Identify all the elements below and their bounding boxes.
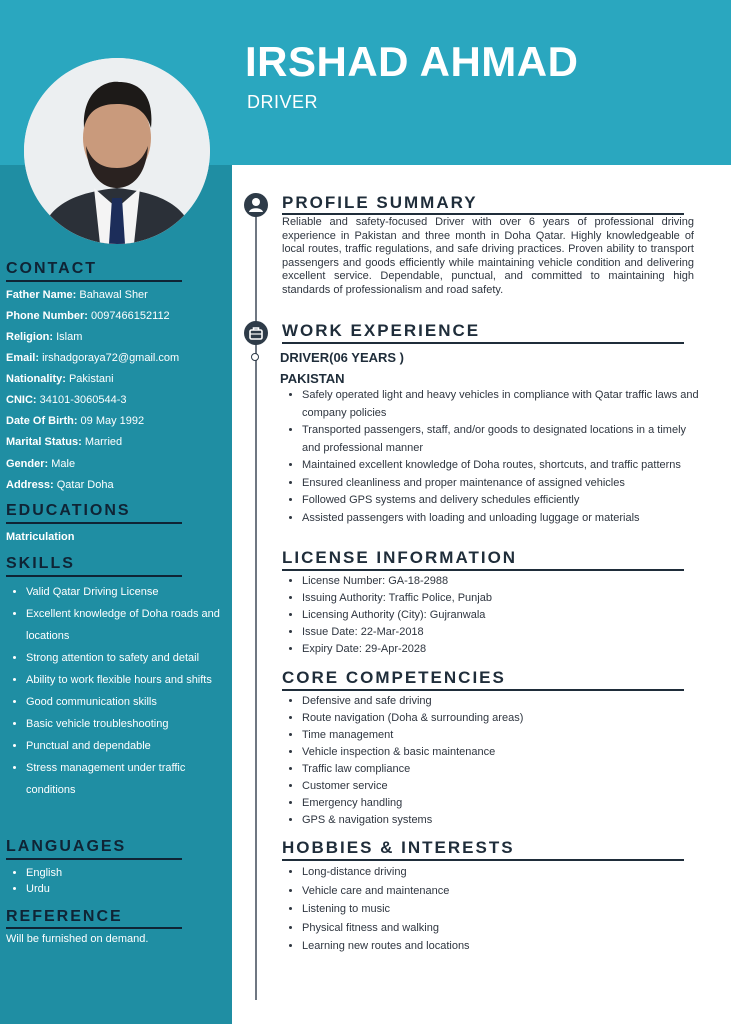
contact-email: Email: irshadgoraya72@gmail.com	[6, 352, 180, 364]
list-item: • Issue Date: 22-Mar-2018	[302, 624, 706, 641]
reference-heading: REFERENCE	[6, 908, 123, 925]
languages-rule	[6, 858, 182, 860]
contact-gender: Gender: Male	[6, 458, 76, 470]
list-item: • Route navigation (Doha & surrounding areas)	[302, 710, 706, 727]
list-item: • English	[26, 865, 226, 881]
list-item: • Time management	[302, 727, 706, 744]
list-item: • Traffic law compliance	[302, 761, 706, 778]
list-item: • Transported passengers, staff, and/or goods to designated locations in a timely and professional manner	[302, 422, 706, 457]
list-item: • Ability to work flexible hours and shifts	[26, 669, 226, 691]
list-item: • Expiry Date: 29-Apr-2028	[302, 641, 706, 658]
hobbies-heading: HOBBIES & INTERESTS	[282, 838, 515, 857]
list-item: • Vehicle inspection & basic maintenance	[302, 744, 706, 761]
person-photo-icon	[24, 58, 210, 244]
list-item: • Defensive and safe driving	[302, 693, 706, 710]
work-duties-list	[282, 387, 706, 527]
profile-photo	[24, 58, 210, 244]
profile-summary-text: Reliable and safety-focused Driver with over 6 years of professional driving experience in Pakistan and three month in Doha Qatar. Highly knowledgeable of local routes, traffic regulations, and safe driving practices. Proven ability to transport passengers and goods efficiently while maintaining vehicle condition and delivering excellent service. Dependable, punctual, and committed to maintaining high standards of professionalism and road safety.	[282, 216, 694, 296]
contact-heading: CONTACT	[6, 260, 98, 277]
timeline-marker	[251, 353, 259, 361]
list-item: • Stress management under traffic conditions	[26, 757, 226, 801]
list-item: • Learning new routes and locations	[302, 937, 706, 956]
list-item: • Valid Qatar Driving License	[26, 581, 226, 603]
list-item: • Emergency handling	[302, 795, 706, 812]
list-item: • Excellent knowledge of Doha roads and locations	[26, 603, 226, 647]
skills-rule	[6, 575, 182, 577]
contact-cnic: CNIC: 34101-3060544-3	[6, 394, 127, 406]
competencies-rule	[282, 689, 684, 691]
list-item: • Physical fitness and walking	[302, 919, 706, 938]
profile-summary-rule	[282, 213, 684, 215]
license-list	[282, 573, 706, 658]
list-item: • Safely operated light and heavy vehicles in compliance with Qatar traffic laws and company policies	[302, 387, 706, 422]
educations-rule	[6, 522, 182, 524]
reference-rule	[6, 927, 182, 929]
skills-heading: SKILLS	[6, 555, 75, 572]
contact-dob: Date Of Birth: 09 May 1992	[6, 415, 145, 427]
list-item: • Vehicle care and maintenance	[302, 882, 706, 901]
list-item: • Assisted passengers with loading and unloading luggage or materials	[302, 510, 706, 528]
languages-heading: LANGUAGES	[6, 838, 127, 855]
license-rule	[282, 569, 684, 571]
competencies-heading: CORE COMPETENCIES	[282, 668, 506, 687]
contact-marital-status: Marital Status: Married	[6, 436, 123, 448]
work-location: PAKISTAN	[280, 371, 345, 386]
list-item: • Good communication skills	[26, 691, 226, 713]
candidate-name: IRSHAD AHMAD	[245, 38, 579, 85]
profile-summary-heading: PROFILE SUMMARY	[282, 193, 478, 212]
hobbies-list	[282, 863, 706, 956]
work-experience-heading: WORK EXPERIENCE	[282, 321, 481, 340]
skills-list	[0, 581, 226, 801]
briefcase-icon	[244, 321, 268, 345]
user-icon	[244, 193, 268, 217]
education-value: Matriculation	[6, 531, 75, 543]
license-heading: LICENSE INFORMATION	[282, 548, 518, 567]
list-item: • Ensured cleanliness and proper maintenance of assigned vehicles	[302, 475, 706, 493]
reference-text: Will be furnished on demand.	[6, 933, 149, 945]
list-item: • Licensing Authority (City): Gujranwala	[302, 607, 706, 624]
contact-nationality: Nationality: Pakistani	[6, 373, 114, 385]
list-item: • Long-distance driving	[302, 863, 706, 882]
contact-address: Address: Qatar Doha	[6, 479, 114, 491]
list-item: • GPS & navigation systems	[302, 812, 706, 829]
list-item: • Punctual and dependable	[26, 735, 226, 757]
list-item: • Strong attention to safety and detail	[26, 647, 226, 669]
contact-rule	[6, 280, 182, 282]
list-item: • Followed GPS systems and delivery schedules efficiently	[302, 492, 706, 510]
candidate-role: DRIVER	[247, 92, 319, 112]
educations-heading: EDUCATIONS	[6, 502, 131, 519]
contact-father-name: Father Name: Bahawal Sher	[6, 289, 148, 301]
work-experience-rule	[282, 342, 684, 344]
hobbies-rule	[282, 859, 684, 861]
competencies-list	[282, 693, 706, 829]
contact-phone: Phone Number: 0097466152112	[6, 310, 170, 322]
list-item: • Listening to music	[302, 900, 706, 919]
list-item: • Maintained excellent knowledge of Doha routes, shortcuts, and traffic patterns	[302, 457, 706, 475]
list-item: • Customer service	[302, 778, 706, 795]
list-item: • Basic vehicle troubleshooting	[26, 713, 226, 735]
list-item: • Issuing Authority: Traffic Police, Punjab	[302, 590, 706, 607]
list-item: • Urdu	[26, 881, 226, 897]
languages-list	[0, 865, 226, 897]
work-position: DRIVER(06 YEARS )	[280, 350, 405, 365]
list-item: • License Number: GA-18-2988	[302, 573, 706, 590]
contact-religion: Religion: Islam	[6, 331, 83, 343]
